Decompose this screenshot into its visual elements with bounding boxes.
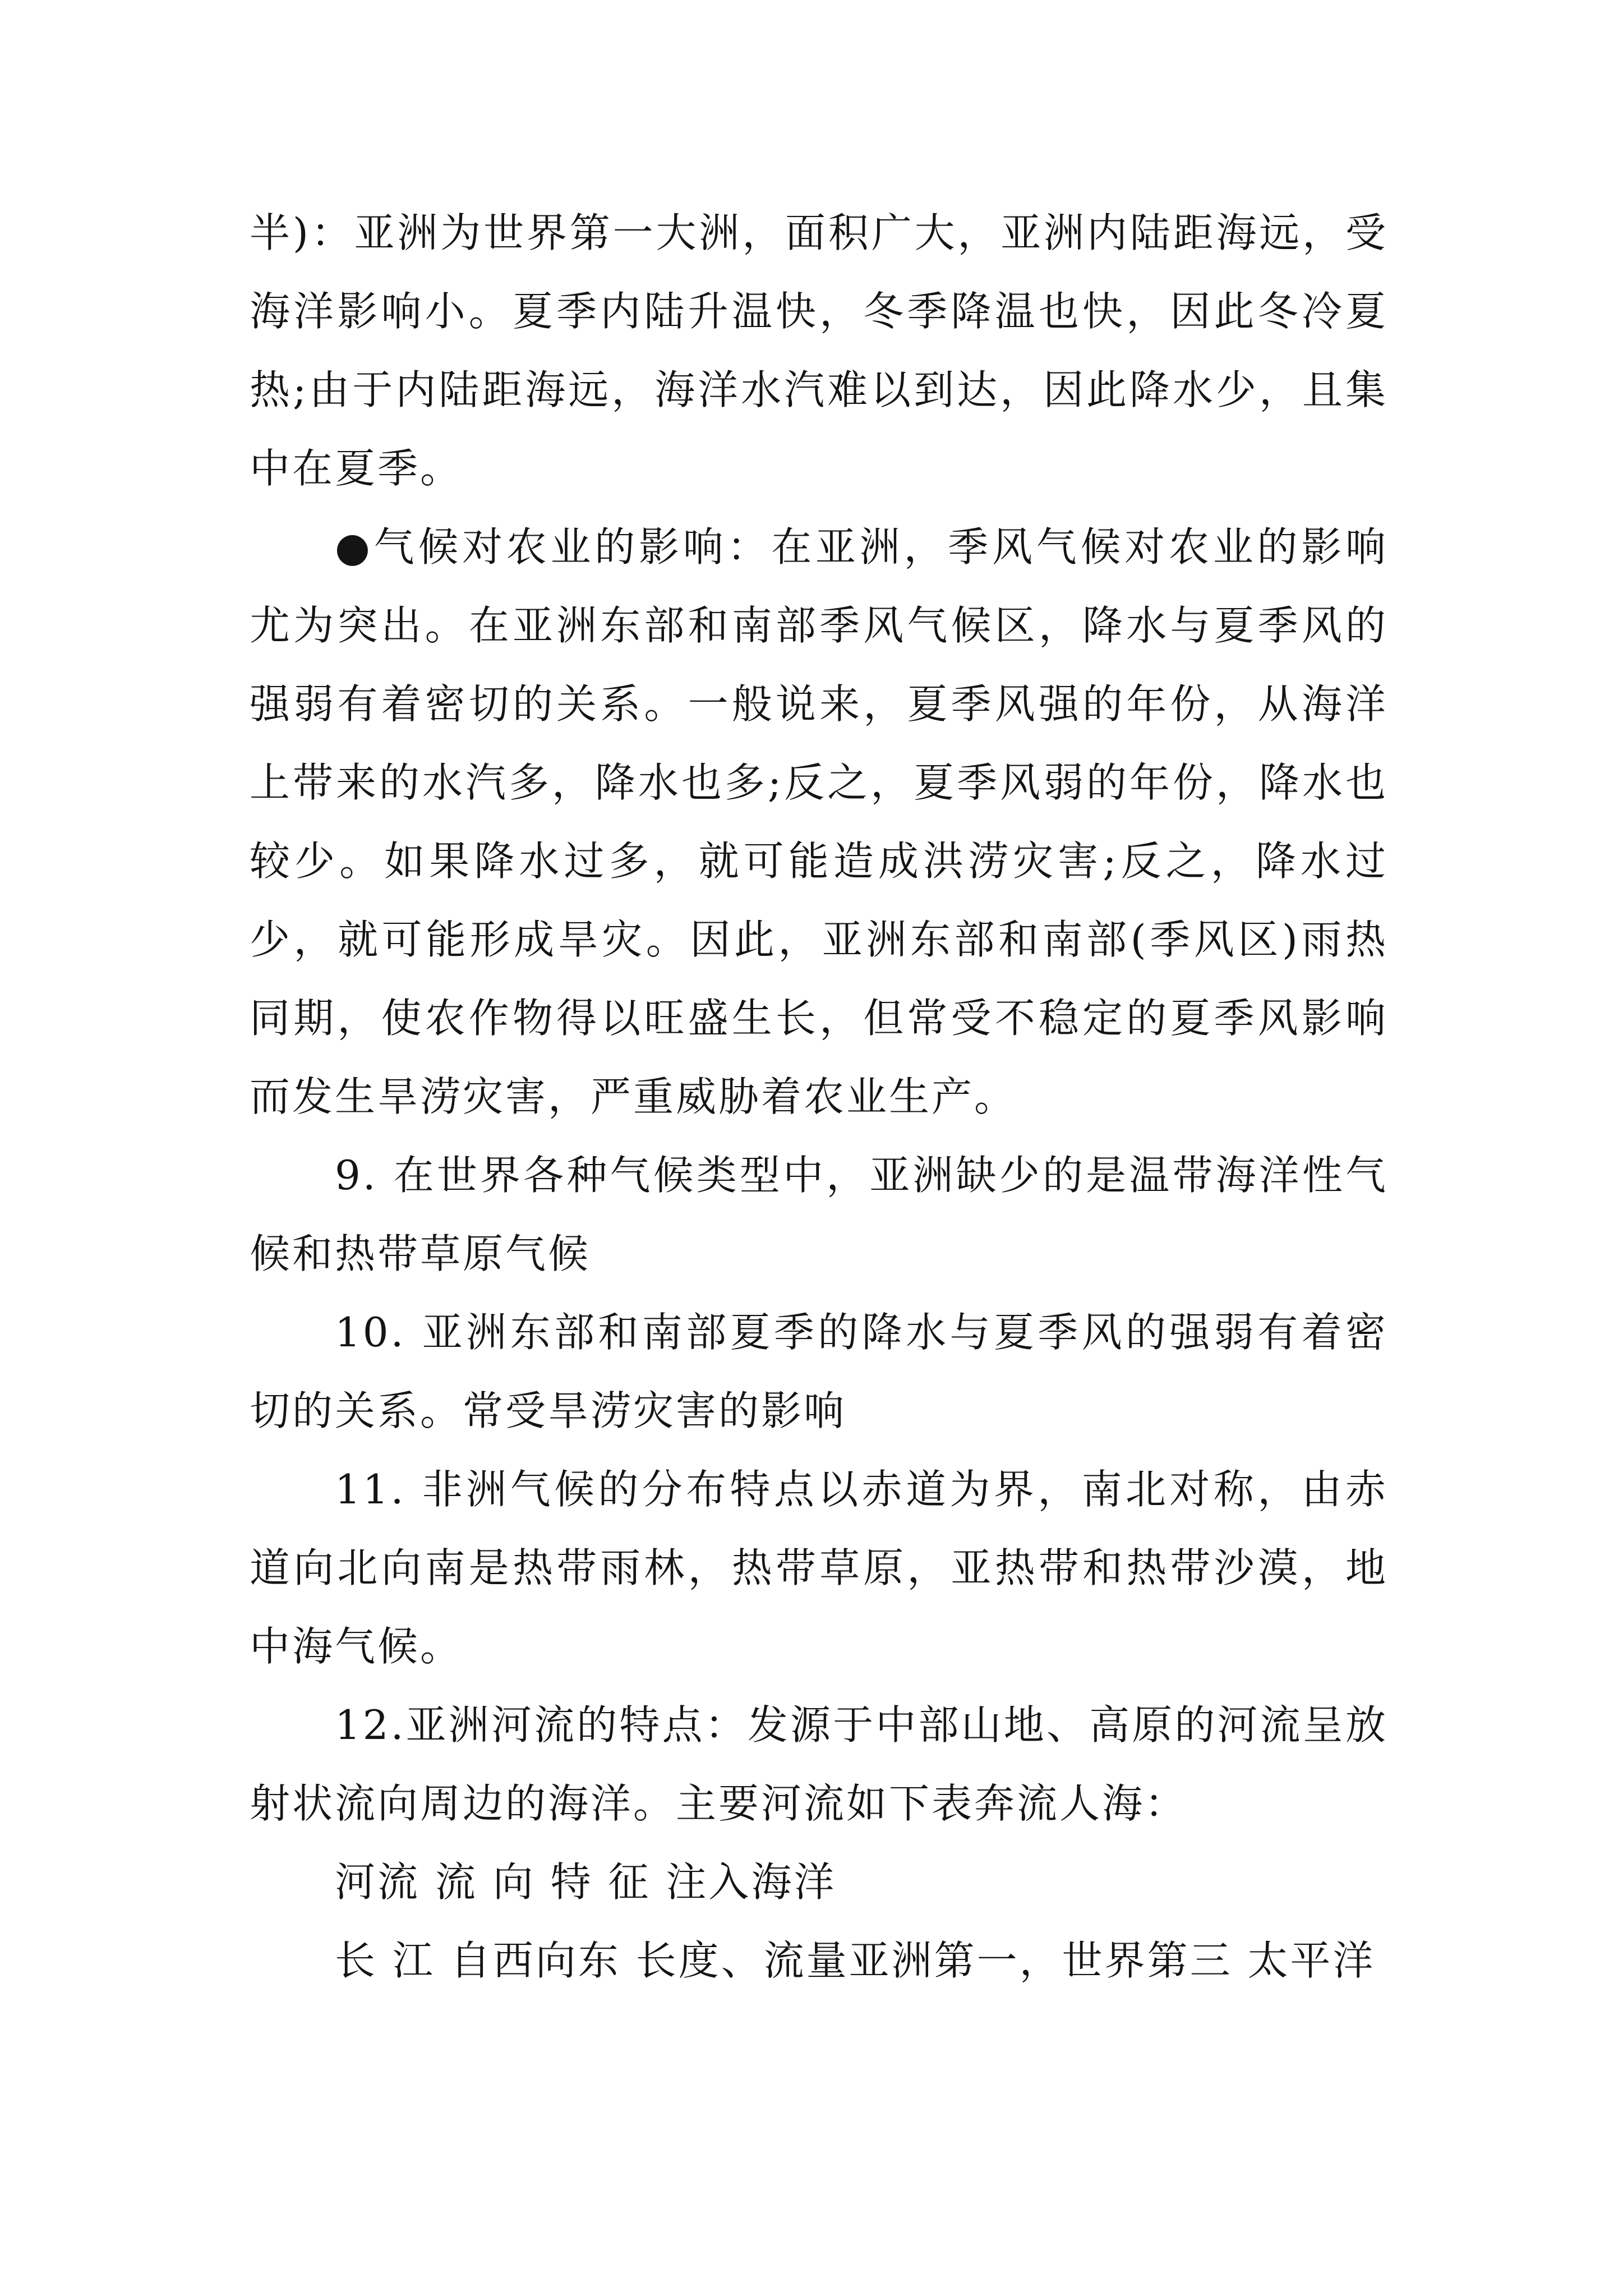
paragraph-item-12: 12.亚洲河流的特点：发源于中部山地、高原的河流呈放射状流向周边的海洋。主要河流如下表奔流人海： [250, 1701, 1388, 1827]
paragraph-climate-agriculture: ●气候对农业的影响：在亚洲，季风气候对农业的影响尤为突出。在亚洲东部和南部季风气候区，降水与夏季风的强弱有着密切的关系。一般说来，夏季风强的年份，从海洋上带来的水汽多，降水也多;反之，夏季风弱的年份，降水也较少。如果降水过多，就可能造成洪涝灾害;反之，降水过少，就可能形成旱灾。因此，亚洲东部和南部(季风区)雨热同期，使农作物得以旺盛生长，但常受不稳定的夏季风影响而发生旱涝灾害，严重威胁着农业生产。 [250, 523, 1388, 1120]
river-table-header: 河流 流 向 特 征 注入海洋 [335, 1858, 837, 1906]
paragraph-item-10: 10. 亚洲东部和南部夏季的降水与夏季风的强弱有着密切的关系。常受旱涝灾害的影响 [250, 1309, 1388, 1434]
paragraph-continental-climate: 半)：亚洲为世界第一大洲，面积广大，亚洲内陆距海远，受海洋影响小。夏季内陆升温快，冬季降温也快，因此冬冷夏热;由于内陆距海远，海洋水汽难以到达，因此降水少，且集中在夏季。 [250, 209, 1388, 492]
paragraph-item-9: 9. 在世界各种气候类型中，亚洲缺少的是温带海洋性气候和热带草原气候 [250, 1152, 1388, 1277]
paragraph-item-11: 11. 非洲气候的分布特点以赤道为界，南北对称，由赤道向北向南是热带雨林，热带草原，亚热带和热带沙漠，地中海气候。 [250, 1466, 1388, 1670]
river-table-row: 长 江 自西向东 长度、流量亚洲第一，世界第三 太平洋 [335, 1937, 1376, 1984]
document-body [250, 194, 1388, 2000]
